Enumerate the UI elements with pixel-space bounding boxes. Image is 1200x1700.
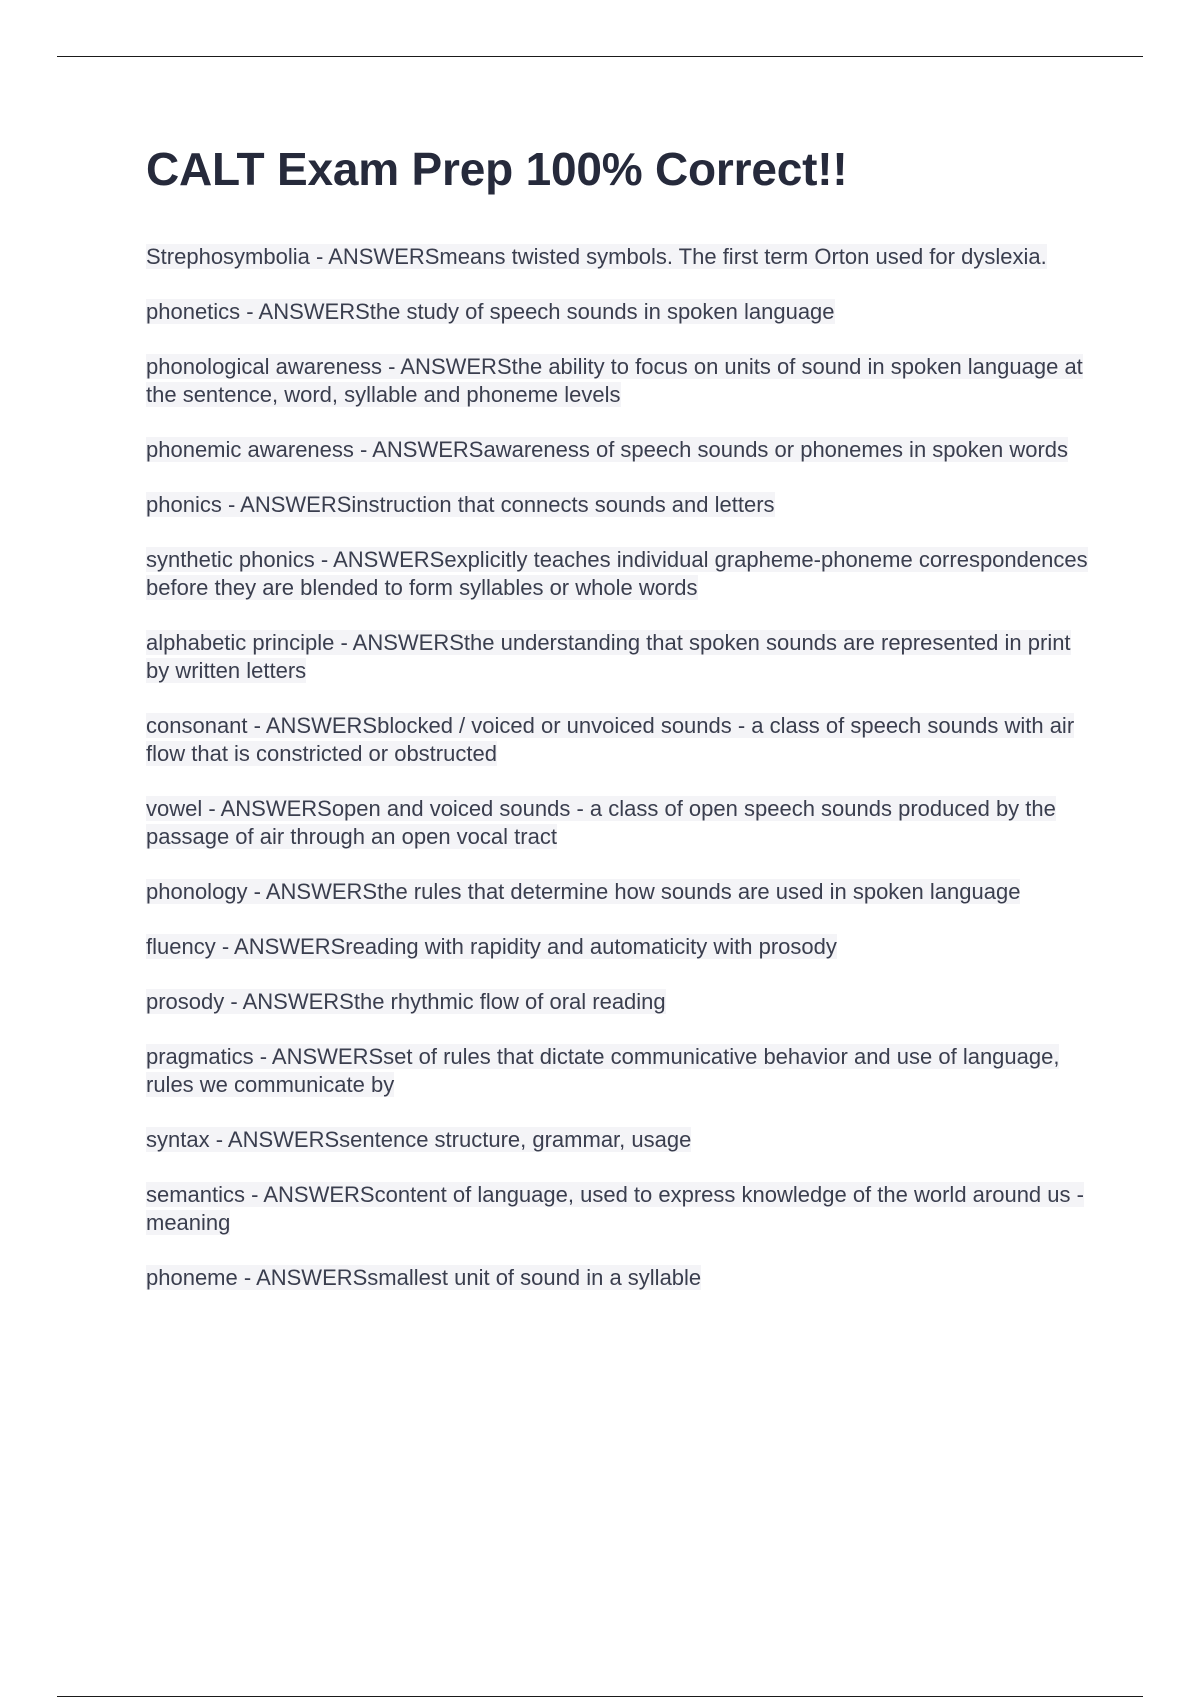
entry-item bbox=[146, 1126, 1096, 1154]
document-title: CALT Exam Prep 100% Correct!! bbox=[146, 143, 848, 195]
document-page bbox=[146, 142, 1096, 1319]
entry-item bbox=[146, 243, 1096, 271]
entry-item bbox=[146, 1043, 1096, 1099]
entry-text: phonology - ANSWERSthe rules that determine how sounds are used in spoken language bbox=[146, 879, 1021, 905]
top-divider bbox=[57, 56, 1143, 57]
entry-item bbox=[146, 491, 1096, 519]
entry-text: prosody - ANSWERSthe rhythmic flow of oral reading bbox=[146, 989, 666, 1015]
entry-item bbox=[146, 298, 1096, 326]
entry-text: phonological awareness - ANSWERSthe ability to focus on units of sound in spoken language at the sentence, word, syllable and phoneme levels bbox=[146, 354, 1083, 408]
entry-item bbox=[146, 878, 1096, 906]
entry-text: fluency - ANSWERSreading with rapidity and automaticity with prosody bbox=[146, 934, 837, 960]
entry-text: syntax - ANSWERSsentence structure, grammar, usage bbox=[146, 1127, 692, 1153]
entry-text: phonics - ANSWERSinstruction that connects sounds and letters bbox=[146, 492, 775, 518]
entry-item bbox=[146, 546, 1096, 602]
entry-item bbox=[146, 436, 1096, 464]
entry-text: phoneme - ANSWERSsmallest unit of sound in a syllable bbox=[146, 1265, 702, 1291]
entry-text: alphabetic principle - ANSWERSthe understanding that spoken sounds are represented in print by written letters bbox=[146, 630, 1071, 684]
entry-item bbox=[146, 795, 1096, 851]
entry-item bbox=[146, 933, 1096, 961]
entry-text: consonant - ANSWERSblocked / voiced or unvoiced sounds - a class of speech sounds with air flow that is constricted or obstructed bbox=[146, 713, 1075, 767]
entry-list bbox=[146, 243, 1096, 1292]
entry-text: synthetic phonics - ANSWERSexplicitly teaches individual grapheme-phoneme correspondences before they are blended to form syllables or whole words bbox=[146, 547, 1088, 601]
entry-text: phonemic awareness - ANSWERSawareness of speech sounds or phonemes in spoken words bbox=[146, 437, 1069, 463]
entry-text: phonetics - ANSWERSthe study of speech sounds in spoken language bbox=[146, 299, 835, 325]
entry-item bbox=[146, 1181, 1096, 1237]
entry-item bbox=[146, 1264, 1096, 1292]
entry-text: vowel - ANSWERSopen and voiced sounds - a class of open speech sounds produced by the passage of air through an open vocal tract bbox=[146, 796, 1056, 850]
entry-item bbox=[146, 712, 1096, 768]
entry-item bbox=[146, 629, 1096, 685]
entry-text: Strephosymbolia - ANSWERSmeans twisted symbols. The first term Orton used for dyslexia. bbox=[146, 244, 1047, 270]
bottom-divider bbox=[57, 1696, 1143, 1697]
entry-item bbox=[146, 988, 1096, 1016]
entry-text: pragmatics - ANSWERSset of rules that dictate communicative behavior and use of language, rules we communicate by bbox=[146, 1044, 1060, 1098]
entry-item bbox=[146, 353, 1096, 409]
entry-text: semantics - ANSWERScontent of language, used to express knowledge of the world around us - meaning bbox=[146, 1182, 1084, 1236]
